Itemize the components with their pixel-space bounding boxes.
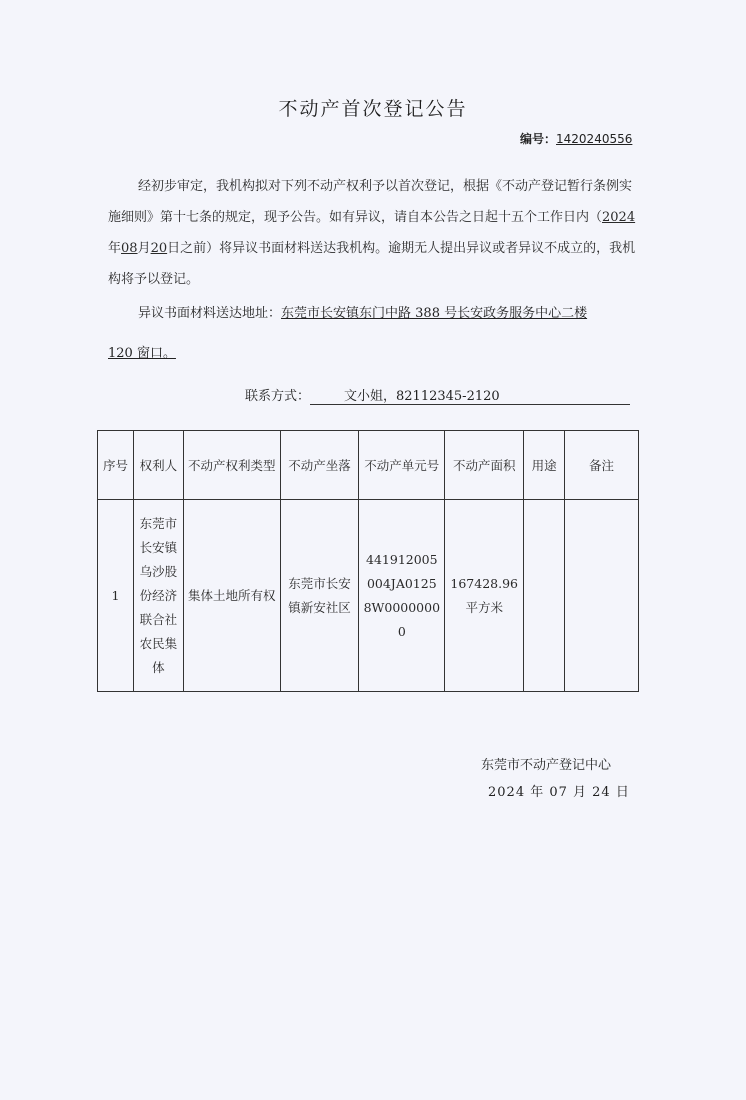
table-row: [98, 500, 639, 692]
contact-label: 联系方式：: [245, 389, 311, 404]
cell-right-type: 集体土地所有权: [183, 500, 280, 692]
header-holder: 权利人: [133, 431, 183, 500]
header-location: 不动产坐落: [280, 431, 359, 500]
cell-unit-no: 441912005004JA01258W00000000: [359, 500, 445, 692]
deadline-year: 2024: [602, 210, 636, 225]
header-remark: 备注: [565, 431, 639, 500]
header-no: 序号: [98, 431, 134, 500]
table-header-row: [98, 431, 639, 500]
address-value-line1: 东莞市长安镇东门中路 388 号长安政务服务中心二楼: [281, 306, 588, 321]
objection-address: [108, 298, 638, 329]
deadline-day: 20: [150, 241, 168, 256]
contact-value: 文小姐，82112345-2120: [310, 385, 630, 405]
header-right-type: 不动产权利类型: [183, 431, 280, 500]
deadline-month: 08: [121, 241, 138, 256]
cell-remark: [565, 500, 639, 692]
intro-paragraph: [108, 171, 638, 295]
cell-usage: [524, 500, 565, 692]
document-number-label: 编号：: [520, 132, 557, 146]
address-value-line2: 120 窗口。: [108, 346, 176, 361]
document-number-value: 1420240556: [556, 132, 633, 146]
cell-no: 1: [98, 500, 134, 692]
deadline-year-suffix: 年: [108, 241, 122, 256]
document-number: [520, 130, 638, 147]
address-label: 异议书面材料送达地址：: [138, 306, 282, 321]
header-area: 不动产面积: [445, 431, 524, 500]
deadline-month-suffix: 月: [137, 241, 151, 256]
intro-text-2: 日之前）将异议书面材料送达我机构。逾期无人提出异议或者异议不成立的，我机构将予以登记。: [108, 241, 636, 287]
issuing-organization: 东莞市不动产登记中心: [481, 758, 612, 773]
header-unit-no: 不动产单元号: [359, 431, 445, 500]
issue-date: 2024 年 07 月 24 日: [488, 785, 630, 800]
contact-info: [245, 385, 630, 405]
cell-location: 东莞市长安镇新安社区: [280, 500, 359, 692]
cell-area: 167428.96平方米: [445, 500, 524, 692]
cell-holder: 东莞市长安镇乌沙股份经济联合社农民集体: [133, 500, 183, 692]
page-title: 不动产首次登记公告: [278, 98, 468, 120]
property-table: [97, 430, 639, 692]
header-usage: 用途: [524, 431, 565, 500]
intro-text-1: 经初步审定，我机构拟对下列不动产权利予以首次登记，根据《不动产登记暂行条例实施细则》第十七条的规定，现予公告。如有异议，请自本公告之日起十五个工作日内（: [108, 179, 633, 225]
